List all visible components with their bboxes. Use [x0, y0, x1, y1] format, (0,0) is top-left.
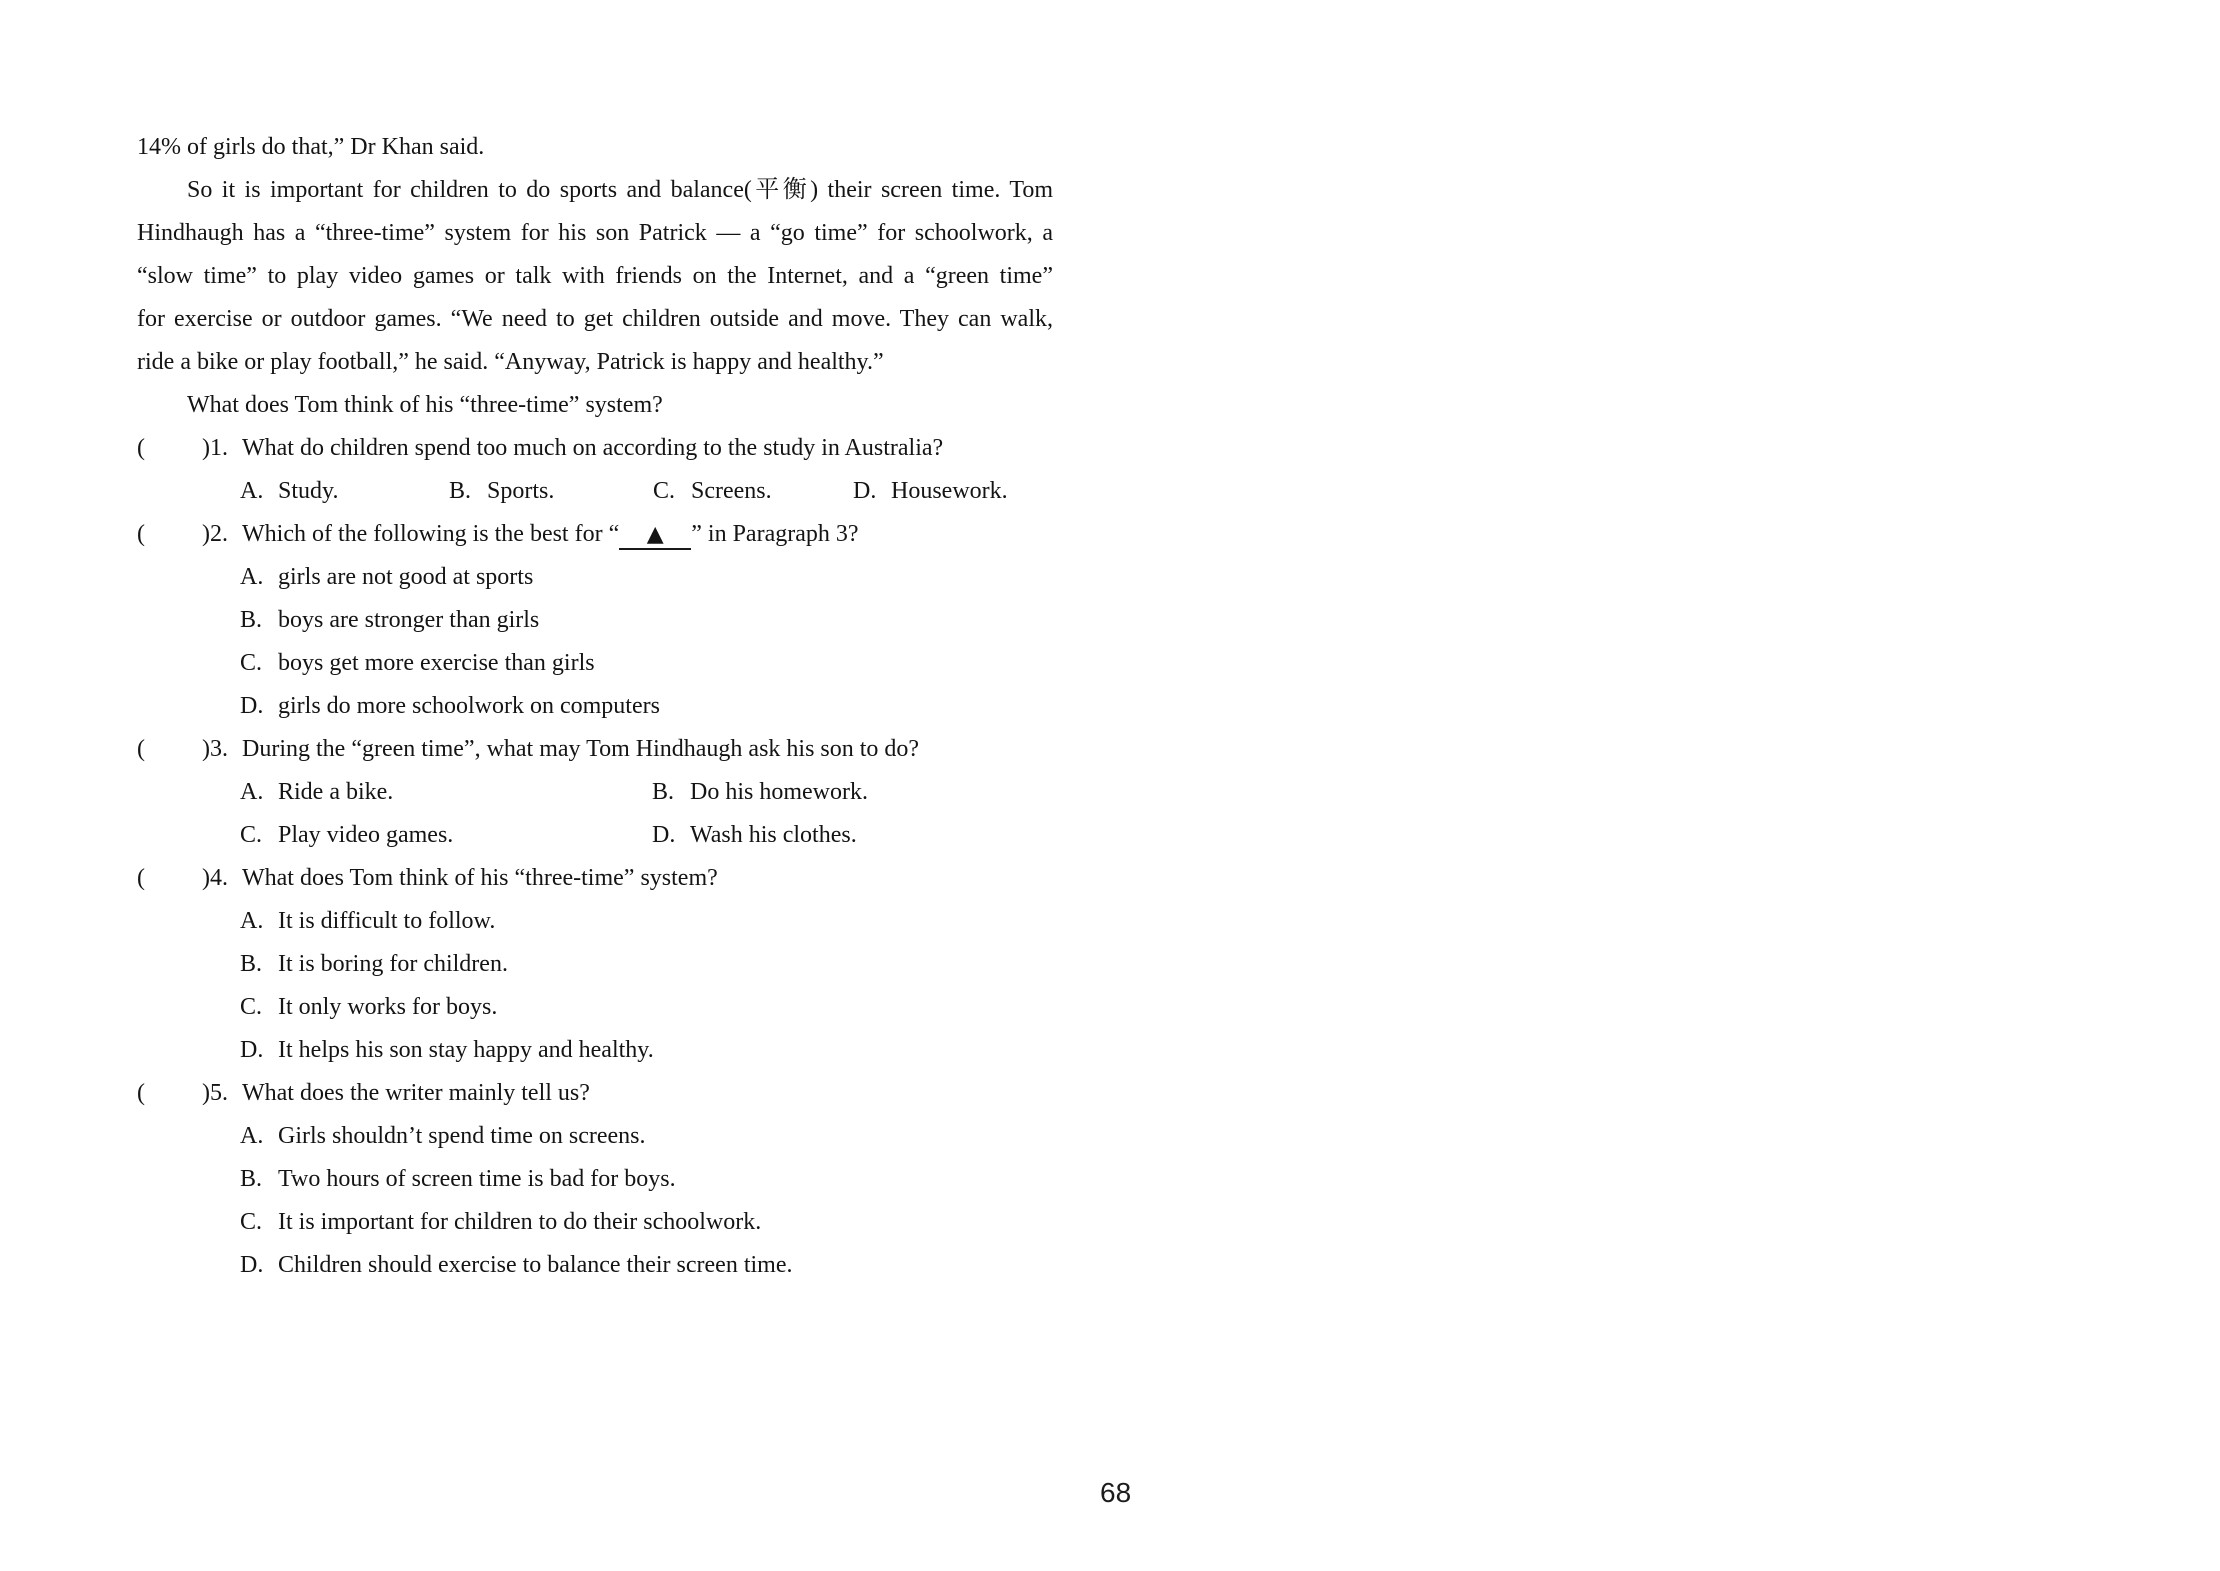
option-text: It is boring for children. [278, 951, 508, 977]
option [652, 771, 868, 814]
question-text: What do children spend too much on according to the study in Australia? [242, 435, 944, 461]
option [137, 1158, 1053, 1201]
question-2 [137, 513, 1053, 728]
option-text: boys get more exercise than girls [278, 650, 595, 676]
passage-line: “slow time” to play video games or talk with friends on the Internet, and a “green time” [137, 263, 1053, 289]
question-number: )4. [202, 865, 228, 891]
option-text: Two hours of screen time is bad for boys. [278, 1166, 676, 1192]
test-content [137, 126, 1053, 1287]
option-label: A. [240, 779, 264, 805]
option [240, 771, 652, 814]
option [137, 599, 1053, 642]
reading-passage [137, 126, 1053, 427]
question-text-suffix: ” in Paragraph 3? [691, 521, 859, 547]
option-text: It is difficult to follow. [278, 908, 496, 934]
passage-line: ride a bike or play football,” he said. “Anyway, Patrick is happy and healthy.” [137, 349, 884, 375]
option-label: C. [240, 994, 263, 1020]
options-row [137, 771, 1053, 814]
option-text: It helps his son stay happy and healthy. [278, 1037, 654, 1063]
passage-line: for exercise or outdoor games. “We need to get children outside and move. They can walk, [137, 306, 1053, 332]
question-line [137, 427, 1053, 470]
answer-bracket-open: ( [137, 1080, 145, 1106]
option-text: Wash his clothes. [690, 822, 857, 848]
option-text: boys are stronger than girls [278, 607, 540, 633]
option [137, 1115, 1053, 1158]
option-label: C. [240, 822, 263, 848]
passage-line: So it is important for children to do sports and balance(平衡) their screen time. Tom [187, 177, 1053, 203]
option-label: B. [240, 1166, 263, 1192]
option-text: Ride a bike. [278, 779, 394, 805]
question-text [242, 521, 859, 547]
option [137, 986, 1053, 1029]
option-label: A. [240, 564, 264, 590]
option-label: A. [240, 478, 264, 504]
option-text: Do his homework. [690, 779, 868, 805]
option-text: Girls shouldn’t spend time on screens. [278, 1123, 646, 1149]
answer-bracket-open: ( [137, 736, 145, 762]
question-5 [137, 1072, 1053, 1287]
option [137, 556, 1053, 599]
answer-bracket-open: ( [137, 435, 145, 461]
option [653, 470, 853, 513]
option-text: girls are not good at sports [278, 564, 534, 590]
question-1 [137, 427, 1053, 513]
page-number: 68 [1100, 1477, 1132, 1508]
option-label: B. [652, 779, 675, 805]
question-line [137, 513, 1053, 556]
option-text: Housework. [891, 478, 1008, 504]
answer-blank: ▲ [619, 522, 691, 550]
option-text: girls do more schoolwork on computers [278, 693, 660, 719]
question-text-prefix: Which of the following is the best for “ [242, 521, 620, 547]
option [137, 900, 1053, 943]
question-number: )5. [202, 1080, 228, 1106]
option-label: D. [240, 693, 264, 719]
question-number: )2. [202, 521, 228, 547]
question-number: )1. [202, 435, 228, 461]
question-line [137, 857, 1053, 900]
answer-bracket-open: ( [137, 865, 145, 891]
option-label: C. [240, 1209, 263, 1235]
question-number: )3. [202, 736, 228, 762]
passage-line: 14% of girls do that,” Dr Khan said. [137, 134, 485, 160]
option [137, 1244, 1053, 1287]
option [240, 814, 652, 857]
question-4 [137, 857, 1053, 1072]
option-text: Sports. [487, 478, 555, 504]
option-text: Study. [278, 478, 339, 504]
option [137, 1029, 1053, 1072]
question-3 [137, 728, 1053, 857]
option-label: D. [652, 822, 676, 848]
option-label: D. [853, 478, 877, 504]
question-text: What does the writer mainly tell us? [242, 1080, 590, 1106]
option [449, 470, 653, 513]
option-label: C. [653, 478, 676, 504]
option-label: B. [240, 607, 263, 633]
question-text: What does Tom think of his “three-time” system? [242, 865, 718, 891]
option [240, 470, 449, 513]
option [137, 642, 1053, 685]
option-text: Children should exercise to balance their screen time. [278, 1252, 793, 1278]
option-label: B. [240, 951, 263, 977]
option [853, 470, 1008, 513]
question-line [137, 1072, 1053, 1115]
option-text: Screens. [691, 478, 772, 504]
option [652, 814, 857, 857]
option-label: A. [240, 1123, 264, 1149]
option-label: D. [240, 1252, 264, 1278]
option-text: It is important for children to do their schoolwork. [278, 1209, 762, 1235]
question-text: During the “green time”, what may Tom Hindhaugh ask his son to do? [242, 736, 920, 762]
option-text: Play video games. [278, 822, 454, 848]
options-row [137, 470, 1053, 513]
option [137, 1201, 1053, 1244]
option-label: B. [449, 478, 472, 504]
option-label: A. [240, 908, 264, 934]
answer-bracket-open: ( [137, 521, 145, 547]
passage-lead-question: What does Tom think of his “three-time” system? [187, 392, 663, 418]
option-label: C. [240, 650, 263, 676]
option [137, 943, 1053, 986]
option-label: D. [240, 1037, 264, 1063]
option-text: It only works for boys. [278, 994, 498, 1020]
question-line [137, 728, 1053, 771]
passage-line: Hindhaugh has a “three-time” system for his son Patrick — a “go time” for schoolwork, a [137, 220, 1053, 246]
option [137, 685, 1053, 728]
options-row [137, 814, 1053, 857]
